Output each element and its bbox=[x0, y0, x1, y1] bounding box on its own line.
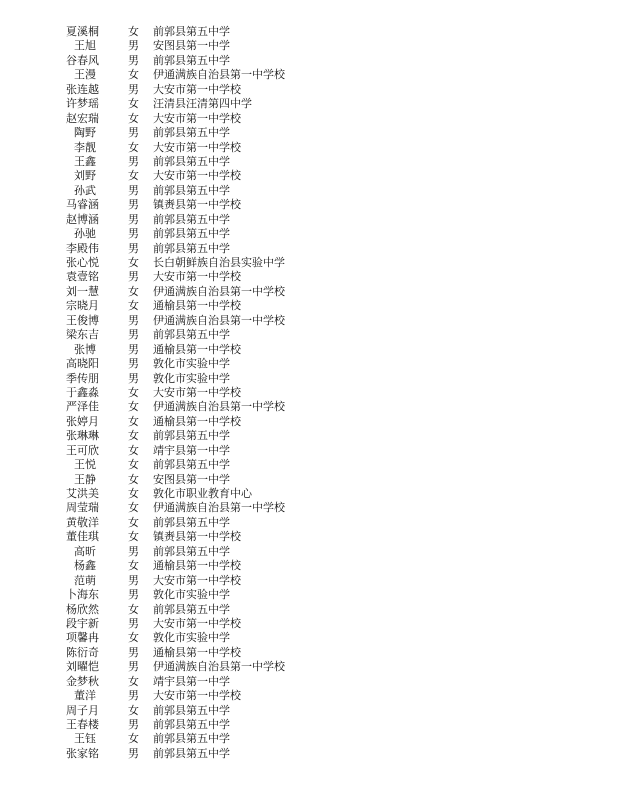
student-school: 前郭县第五中学 bbox=[153, 241, 230, 255]
roster-row bbox=[66, 386, 285, 400]
student-name: 周子月 bbox=[66, 703, 99, 717]
student-gender: 女 bbox=[128, 400, 139, 414]
student-gender: 女 bbox=[128, 458, 139, 472]
roster-row bbox=[66, 501, 285, 515]
student-school: 通榆县第一中学校 bbox=[153, 299, 241, 313]
student-name: 黄敬洋 bbox=[66, 515, 99, 529]
student-name: 刘一慧 bbox=[66, 284, 99, 298]
student-name: 谷春风 bbox=[66, 53, 99, 67]
student-school: 前郭县第五中学 bbox=[153, 429, 230, 443]
student-name: 董洋 bbox=[74, 689, 96, 703]
student-school: 前郭县第五中学 bbox=[153, 703, 230, 717]
roster-row bbox=[66, 198, 285, 212]
roster-row bbox=[66, 25, 285, 39]
roster-row bbox=[66, 675, 285, 689]
roster-row bbox=[66, 285, 285, 299]
student-name: 梁东吉 bbox=[66, 328, 99, 342]
student-school: 伊通满族自治县第一中学校 bbox=[153, 68, 285, 82]
student-gender: 男 bbox=[128, 154, 139, 168]
student-name: 王可欣 bbox=[66, 443, 99, 457]
student-name: 张婷月 bbox=[66, 414, 99, 428]
student-gender: 男 bbox=[128, 718, 139, 731]
roster-row bbox=[66, 126, 285, 140]
student-gender: 女 bbox=[128, 284, 139, 298]
student-school: 大安市第一中学校 bbox=[153, 140, 241, 154]
student-school: 前郭县第五中学 bbox=[153, 53, 230, 67]
student-gender: 女 bbox=[128, 559, 139, 573]
student-name: 艾洪美 bbox=[66, 487, 99, 500]
student-name: 马睿涵 bbox=[66, 198, 99, 212]
student-name: 卜海东 bbox=[66, 588, 99, 602]
roster-row bbox=[66, 54, 285, 68]
roster-row bbox=[66, 559, 285, 573]
student-gender: 男 bbox=[128, 573, 139, 587]
student-school: 伊通满族自治县第一中学校 bbox=[153, 400, 285, 414]
roster-row bbox=[66, 357, 285, 371]
roster-row bbox=[66, 343, 285, 357]
student-gender: 女 bbox=[128, 256, 139, 269]
roster-row bbox=[66, 242, 285, 256]
student-school: 靖宇县第一中学 bbox=[153, 674, 230, 688]
student-name: 王鑫 bbox=[74, 154, 96, 168]
student-gender: 女 bbox=[128, 602, 139, 616]
student-name: 张博 bbox=[74, 342, 96, 356]
student-name: 宗晓月 bbox=[66, 299, 99, 313]
roster-row bbox=[66, 155, 285, 169]
student-gender: 女 bbox=[128, 487, 139, 500]
roster-row bbox=[66, 328, 285, 342]
student-gender: 女 bbox=[128, 472, 139, 486]
student-name: 王俊博 bbox=[66, 313, 99, 327]
student-school: 汪清县汪清第四中学 bbox=[153, 97, 252, 111]
student-gender: 男 bbox=[128, 616, 139, 630]
student-school: 伊通满族自治县第一中学校 bbox=[153, 501, 285, 515]
roster-row bbox=[66, 516, 285, 530]
student-school: 通榆县第一中学校 bbox=[153, 645, 241, 659]
student-gender: 男 bbox=[128, 357, 139, 371]
roster-row bbox=[66, 227, 285, 241]
student-school: 大安市第一中学校 bbox=[153, 385, 241, 399]
student-name: 夏溪桐 bbox=[66, 25, 99, 38]
roster-row bbox=[66, 530, 285, 544]
student-school: 伊通满族自治县第一中学校 bbox=[153, 660, 285, 674]
roster-row bbox=[66, 141, 285, 155]
student-name: 孙驰 bbox=[74, 227, 96, 241]
student-name: 杨欣然 bbox=[66, 602, 99, 616]
student-gender: 男 bbox=[128, 660, 139, 674]
student-gender: 男 bbox=[128, 342, 139, 356]
student-roster bbox=[66, 25, 285, 761]
student-gender: 男 bbox=[128, 645, 139, 659]
roster-row bbox=[66, 718, 285, 732]
roster-row bbox=[66, 83, 285, 97]
student-gender: 男 bbox=[128, 82, 139, 96]
student-school: 前郭县第五中学 bbox=[153, 458, 230, 472]
student-gender: 男 bbox=[128, 328, 139, 342]
student-name: 许梦瑶 bbox=[66, 97, 99, 111]
student-school: 前郭县第五中学 bbox=[153, 212, 230, 226]
student-name: 季传朋 bbox=[66, 371, 99, 385]
roster-row bbox=[66, 631, 285, 645]
student-gender: 男 bbox=[128, 746, 139, 760]
student-gender: 男 bbox=[128, 198, 139, 212]
student-gender: 男 bbox=[128, 313, 139, 327]
student-gender: 女 bbox=[128, 515, 139, 529]
student-school: 伊通满族自治县第一中学校 bbox=[153, 313, 285, 327]
student-gender: 女 bbox=[128, 68, 139, 82]
roster-row bbox=[66, 487, 285, 501]
student-name: 张琳琳 bbox=[66, 429, 99, 443]
student-school: 前郭县第五中学 bbox=[153, 25, 230, 38]
roster-row bbox=[66, 588, 285, 602]
roster-row bbox=[66, 372, 285, 386]
roster-row bbox=[66, 747, 285, 761]
student-name: 于鑫淼 bbox=[66, 385, 99, 399]
student-gender: 女 bbox=[128, 140, 139, 154]
student-name: 张心悦 bbox=[66, 256, 99, 269]
student-gender: 女 bbox=[128, 703, 139, 717]
student-name: 袁壹铭 bbox=[66, 270, 99, 284]
student-name: 刘野 bbox=[74, 169, 96, 183]
roster-row bbox=[66, 704, 285, 718]
student-school: 通榆县第一中学校 bbox=[153, 342, 241, 356]
student-name: 刘曜恺 bbox=[66, 660, 99, 674]
student-gender: 男 bbox=[128, 126, 139, 140]
student-gender: 男 bbox=[128, 371, 139, 385]
roster-row bbox=[66, 617, 285, 631]
student-school: 大安市第一中学校 bbox=[153, 573, 241, 587]
student-gender: 男 bbox=[128, 212, 139, 226]
student-school: 前郭县第五中学 bbox=[153, 544, 230, 558]
student-gender: 女 bbox=[128, 443, 139, 457]
student-school: 靖宇县第一中学 bbox=[153, 443, 230, 457]
student-name: 赵博涵 bbox=[66, 212, 99, 226]
student-school: 敦化市实验中学 bbox=[153, 371, 230, 385]
student-name: 陈衍奇 bbox=[66, 645, 99, 659]
student-gender: 男 bbox=[128, 53, 139, 67]
student-school: 前郭县第五中学 bbox=[153, 515, 230, 529]
student-name: 范萌 bbox=[74, 573, 96, 587]
student-school: 前郭县第五中学 bbox=[153, 718, 230, 731]
student-school: 前郭县第五中学 bbox=[153, 183, 230, 197]
roster-row bbox=[66, 458, 285, 472]
student-gender: 女 bbox=[128, 25, 139, 38]
student-school: 前郭县第五中学 bbox=[153, 746, 230, 760]
roster-row bbox=[66, 444, 285, 458]
student-gender: 男 bbox=[128, 39, 139, 53]
student-gender: 女 bbox=[128, 414, 139, 428]
roster-row bbox=[66, 314, 285, 328]
roster-row bbox=[66, 473, 285, 487]
roster-row bbox=[66, 169, 285, 183]
roster-row bbox=[66, 68, 285, 82]
student-school: 通榆县第一中学校 bbox=[153, 559, 241, 573]
student-gender: 男 bbox=[128, 689, 139, 703]
student-school: 前郭县第五中学 bbox=[153, 328, 230, 342]
roster-row bbox=[66, 415, 285, 429]
student-school: 镇赉县第一中学校 bbox=[153, 198, 241, 212]
student-name: 高昕 bbox=[74, 544, 96, 558]
student-gender: 女 bbox=[128, 111, 139, 125]
student-name: 王漫 bbox=[74, 68, 96, 82]
student-school: 前郭县第五中学 bbox=[153, 732, 230, 746]
student-school: 敦化市实验中学 bbox=[153, 588, 230, 602]
student-gender: 女 bbox=[128, 385, 139, 399]
student-gender: 女 bbox=[128, 732, 139, 746]
student-school: 前郭县第五中学 bbox=[153, 602, 230, 616]
student-name: 严泽佳 bbox=[66, 400, 99, 414]
student-school: 安图县第一中学 bbox=[153, 472, 230, 486]
roster-row bbox=[66, 429, 285, 443]
roster-row bbox=[66, 112, 285, 126]
roster-row bbox=[66, 400, 285, 414]
student-gender: 男 bbox=[128, 588, 139, 602]
student-name: 李殿伟 bbox=[66, 241, 99, 255]
student-gender: 女 bbox=[128, 169, 139, 183]
student-gender: 女 bbox=[128, 674, 139, 688]
student-school: 大安市第一中学校 bbox=[153, 616, 241, 630]
roster-row bbox=[66, 39, 285, 53]
student-school: 大安市第一中学校 bbox=[153, 169, 241, 183]
student-name: 李靓 bbox=[74, 140, 96, 154]
student-gender: 男 bbox=[128, 270, 139, 284]
roster-row bbox=[66, 299, 285, 313]
student-school: 前郭县第五中学 bbox=[153, 154, 230, 168]
student-school: 大安市第一中学校 bbox=[153, 689, 241, 703]
student-school: 伊通满族自治县第一中学校 bbox=[153, 284, 285, 298]
student-gender: 女 bbox=[128, 631, 139, 645]
student-name: 张连越 bbox=[66, 82, 99, 96]
student-name: 杨鑫 bbox=[74, 559, 96, 573]
roster-row bbox=[66, 97, 285, 111]
student-gender: 女 bbox=[128, 97, 139, 111]
roster-row bbox=[66, 545, 285, 559]
student-school: 长白朝鲜族自治县实验中学 bbox=[153, 256, 285, 269]
student-name: 孙武 bbox=[74, 183, 96, 197]
roster-row bbox=[66, 660, 285, 674]
student-gender: 女 bbox=[128, 530, 139, 544]
student-gender: 男 bbox=[128, 544, 139, 558]
student-name: 周莹瑞 bbox=[66, 501, 99, 515]
roster-row bbox=[66, 213, 285, 227]
student-gender: 男 bbox=[128, 183, 139, 197]
roster-row bbox=[66, 270, 285, 284]
student-name: 王旭 bbox=[74, 39, 96, 53]
student-name: 王春楼 bbox=[66, 718, 99, 731]
student-school: 大安市第一中学校 bbox=[153, 111, 241, 125]
student-name: 王静 bbox=[74, 472, 96, 486]
roster-row bbox=[66, 646, 285, 660]
student-school: 通榆县第一中学校 bbox=[153, 414, 241, 428]
student-school: 敦化市实验中学 bbox=[153, 631, 230, 645]
student-name: 项馨冉 bbox=[66, 631, 99, 645]
roster-row bbox=[66, 256, 285, 270]
student-name: 金梦秋 bbox=[66, 674, 99, 688]
student-gender: 女 bbox=[128, 299, 139, 313]
roster-row bbox=[66, 603, 285, 617]
student-name: 段宇新 bbox=[66, 616, 99, 630]
student-gender: 女 bbox=[128, 429, 139, 443]
student-school: 敦化市实验中学 bbox=[153, 357, 230, 371]
student-name: 高晓阳 bbox=[66, 357, 99, 371]
roster-row bbox=[66, 184, 285, 198]
student-school: 安图县第一中学 bbox=[153, 39, 230, 53]
student-name: 陶野 bbox=[74, 126, 96, 140]
student-name: 王钰 bbox=[74, 732, 96, 746]
student-name: 董佳琪 bbox=[66, 530, 99, 544]
student-gender: 女 bbox=[128, 501, 139, 515]
student-school: 大安市第一中学校 bbox=[153, 82, 241, 96]
student-name: 王悦 bbox=[74, 458, 96, 472]
roster-row bbox=[66, 574, 285, 588]
student-school: 镇赉县第一中学校 bbox=[153, 530, 241, 544]
student-name: 赵宏瑞 bbox=[66, 111, 99, 125]
student-school: 前郭县第五中学 bbox=[153, 126, 230, 140]
student-school: 敦化市职业教育中心 bbox=[153, 487, 252, 500]
student-school: 大安市第一中学校 bbox=[153, 270, 241, 284]
student-gender: 男 bbox=[128, 227, 139, 241]
roster-row bbox=[66, 732, 285, 746]
roster-row bbox=[66, 689, 285, 703]
student-school: 前郭县第五中学 bbox=[153, 227, 230, 241]
student-gender: 男 bbox=[128, 241, 139, 255]
student-name: 张家铭 bbox=[66, 746, 99, 760]
